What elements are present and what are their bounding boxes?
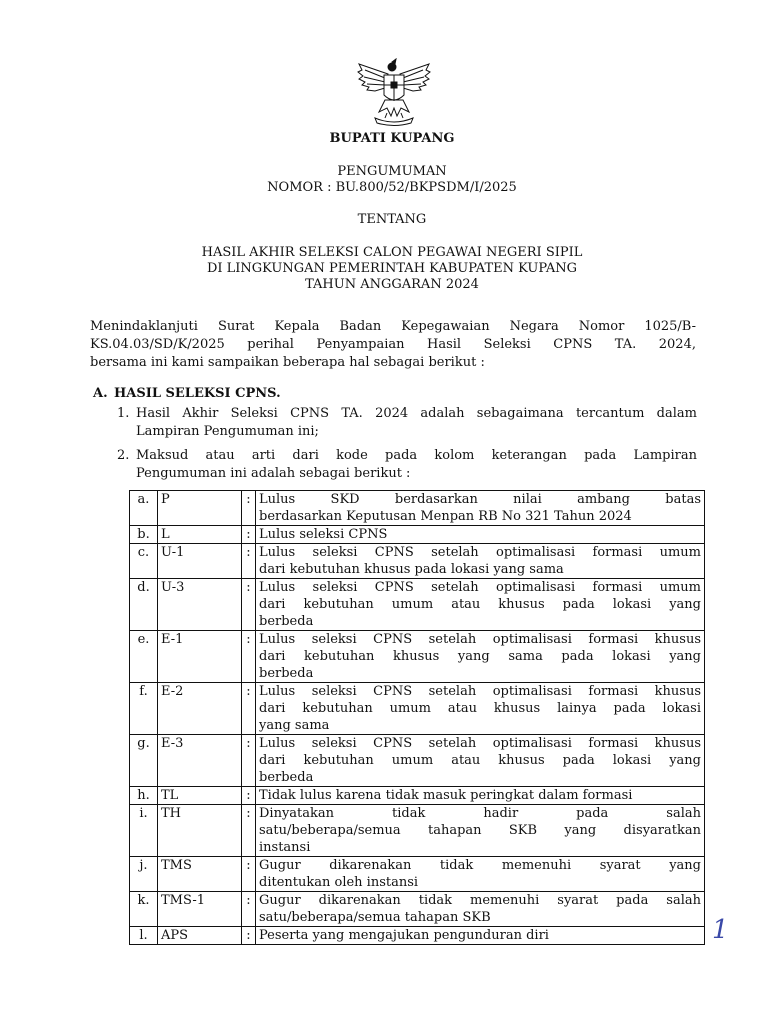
row-separator: : (242, 526, 256, 544)
row-code: E-2 (158, 683, 242, 735)
description-line: Lulus seleksi CPNS setelah optimalisasi formasi khusus (259, 684, 701, 699)
table-row (130, 631, 705, 683)
row-separator: : (242, 544, 256, 579)
row-description (256, 927, 705, 945)
row-separator: : (242, 805, 256, 857)
description-line: Lulus SKD berdasarkan nilai ambang batas (259, 492, 701, 507)
row-description (256, 787, 705, 805)
description-line: Gugur dikarenakan tidak memenuhi syarat yang (259, 858, 701, 873)
description-line: Lulus seleksi CPNS setelah optimalisasi formasi umum (259, 580, 701, 595)
list-item-number: 1. (117, 406, 130, 421)
description-line: berdasarkan Keputusan Menpan RB No 321 Tahun 2024 (259, 509, 632, 524)
description-line: Lulus seleksi CPNS setelah optimalisasi formasi umum (259, 545, 701, 560)
section-title: HASIL SELEKSI CPNS. (114, 386, 281, 401)
row-letter: d. (130, 579, 158, 631)
description-line: dari kebutuhan umum atau khusus pada lokasi yang (259, 753, 701, 768)
row-separator: : (242, 491, 256, 526)
row-code: TL (158, 787, 242, 805)
table-row (130, 683, 705, 735)
table-row (130, 491, 705, 526)
intro-line: Menindaklanjuti Surat Kepala Badan Kepegawaian Negara Nomor 1025/B- (90, 319, 696, 334)
row-letter: a. (130, 491, 158, 526)
row-description (256, 544, 705, 579)
row-description (256, 526, 705, 544)
list-item-line: Pengumuman ini adalah sebagai berikut : (136, 466, 411, 481)
row-letter: c. (130, 544, 158, 579)
row-separator: : (242, 892, 256, 927)
description-line: dari kebutuhan khusus yang sama pada lokasi yang (259, 649, 701, 664)
list-item-line: Maksud atau arti dari kode pada kolom keterangan pada Lampiran (136, 448, 697, 463)
description-line: Lulus seleksi CPNS setelah optimalisasi formasi khusus (259, 736, 701, 751)
description-line: satu/beberapa/semua tahapan SKB (259, 910, 491, 925)
row-description (256, 892, 705, 927)
row-separator: : (242, 735, 256, 787)
garuda-emblem-icon (355, 58, 433, 128)
description-line: berbeda (259, 666, 314, 681)
row-code: P (158, 491, 242, 526)
intro-paragraph (90, 318, 696, 372)
row-description (256, 683, 705, 735)
row-separator: : (242, 683, 256, 735)
description-line: ditentukan oleh instansi (259, 875, 419, 890)
row-letter: k. (130, 892, 158, 927)
section-letter: A. (93, 386, 108, 401)
list-item-line: Hasil Akhir Seleksi CPNS TA. 2024 adalah sebagaimana tercantum dalam (136, 406, 697, 421)
row-code: TMS (158, 857, 242, 892)
row-letter: e. (130, 631, 158, 683)
row-separator: : (242, 857, 256, 892)
description-line: dari kebutuhan khusus pada lokasi yang sama (259, 562, 564, 577)
description-line: yang sama (259, 718, 330, 733)
row-code: U-1 (158, 544, 242, 579)
row-code: APS (158, 927, 242, 945)
row-separator: : (242, 579, 256, 631)
row-code: E-1 (158, 631, 242, 683)
row-letter: h. (130, 787, 158, 805)
description-line: Lulus seleksi CPNS (259, 527, 388, 542)
row-letter: j. (130, 857, 158, 892)
description-line: Gugur dikarenakan tidak memenuhi syarat pada salah (259, 893, 701, 908)
table-row (130, 735, 705, 787)
section-a-heading (93, 386, 281, 401)
description-line: Lulus seleksi CPNS setelah optimalisasi formasi khusus (259, 632, 701, 647)
row-description (256, 805, 705, 857)
table-row (130, 544, 705, 579)
description-line: instansi (259, 840, 311, 855)
row-code: E-3 (158, 735, 242, 787)
subject-line: HASIL AKHIR SELEKSI CALON PEGAWAI NEGERI SIPIL (201, 245, 583, 260)
table-row (130, 927, 705, 945)
page-number: 1 (712, 915, 729, 945)
description-line: satu/beberapa/semua tahapan SKB yang disyaratkan (259, 823, 701, 838)
description-line: Tidak lulus karena tidak masuk peringkat dalam formasi (259, 788, 633, 803)
row-code: L (158, 526, 242, 544)
row-description (256, 631, 705, 683)
tentang-label: TENTANG (357, 212, 427, 227)
row-code: TH (158, 805, 242, 857)
row-description (256, 579, 705, 631)
issuer-title: BUPATI KUPANG (329, 131, 455, 146)
table-row (130, 787, 705, 805)
row-separator: : (242, 927, 256, 945)
table-row (130, 526, 705, 544)
doc-type: PENGUMUMAN (337, 164, 447, 179)
row-letter: g. (130, 735, 158, 787)
table-row (130, 892, 705, 927)
table-row (130, 805, 705, 857)
description-line: dari kebutuhan umum atau khusus pada lokasi yang (259, 597, 701, 612)
list-item-line: Lampiran Pengumuman ini; (136, 424, 319, 439)
row-separator: : (242, 787, 256, 805)
description-line: berbeda (259, 614, 314, 629)
row-letter: i. (130, 805, 158, 857)
row-code: TMS-1 (158, 892, 242, 927)
intro-line: KS.04.03/SD/K/2025 perihal Penyampaian Hasil Seleksi CPNS TA. 2024, (90, 337, 696, 352)
table-row (130, 579, 705, 631)
subject-line: TAHUN ANGGARAN 2024 (305, 277, 479, 292)
intro-line: bersama ini kami sampaikan beberapa hal sebagai berikut : (90, 355, 485, 370)
code-table (129, 490, 705, 945)
row-code: U-3 (158, 579, 242, 631)
description-line: Peserta yang mengajukan pengunduran diri (259, 928, 549, 943)
table-row (130, 857, 705, 892)
description-line: dari kebutuhan umum atau khusus lainya pada lokasi (259, 701, 701, 716)
subject-line: DI LINGKUNGAN PEMERINTAH KABUPATEN KUPANG (206, 261, 578, 276)
description-line: Dinyatakan tidak hadir pada salah (259, 806, 701, 821)
row-description (256, 491, 705, 526)
row-letter: b. (130, 526, 158, 544)
row-description (256, 735, 705, 787)
row-letter: l. (130, 927, 158, 945)
description-line: berbeda (259, 770, 314, 785)
row-separator: : (242, 631, 256, 683)
doc-number: NOMOR : BU.800/52/BKPSDM/I/2025 (267, 180, 517, 195)
row-letter: f. (130, 683, 158, 735)
list-item-number: 2. (117, 448, 130, 463)
row-description (256, 857, 705, 892)
